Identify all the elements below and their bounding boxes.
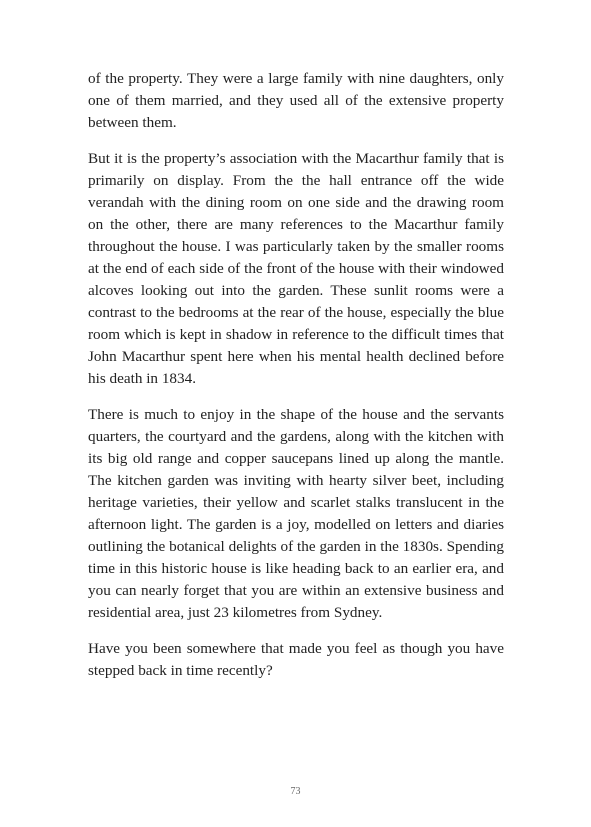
paragraph-4: Have you been somewhere that made you feel as though you have stepped back in time recently? <box>88 640 504 679</box>
paragraph-1: of the property. They were a large family with nine daughters, only one of them married, and they used all of the extensive property between them. <box>88 70 504 131</box>
page-number: 73 <box>290 786 301 797</box>
body-text <box>88 68 504 696</box>
paragraph-2: But it is the property’s association with the Macarthur family that is primarily on display. From the the hall entrance off the wide verandah with the dining room on one side and the drawing room on the other, there are many references to the Macarthur family throughout the house. I was particularly taken by the smaller rooms at the end of each side of the front of the house with their windowed alcoves looking out into the garden. These sunlit rooms were a contrast to the bedrooms at the rear of the house, especially the blue room which is kept in shadow in reference to the difficult times that John Macarthur spent here when his mental health declined before his death in 1834. <box>88 150 504 387</box>
paragraph-3: There is much to enjoy in the shape of the house and the servants quarters, the courtyard and the gardens, along with the kitchen with its big old range and copper saucepans lined up along the mantle. The kitchen garden was inviting with hearty silver beet, including heritage varieties, their yellow and scarlet stalks translucent in the afternoon light. The garden is a joy, modelled on letters and diaries outlining the botanical delights of the garden in the 1830s. Spending time in this historic house is like heading back to an earlier era, and you can nearly forget that you are within an extensive business and residential area, just 23 kilometres from Sydney. <box>88 406 504 621</box>
